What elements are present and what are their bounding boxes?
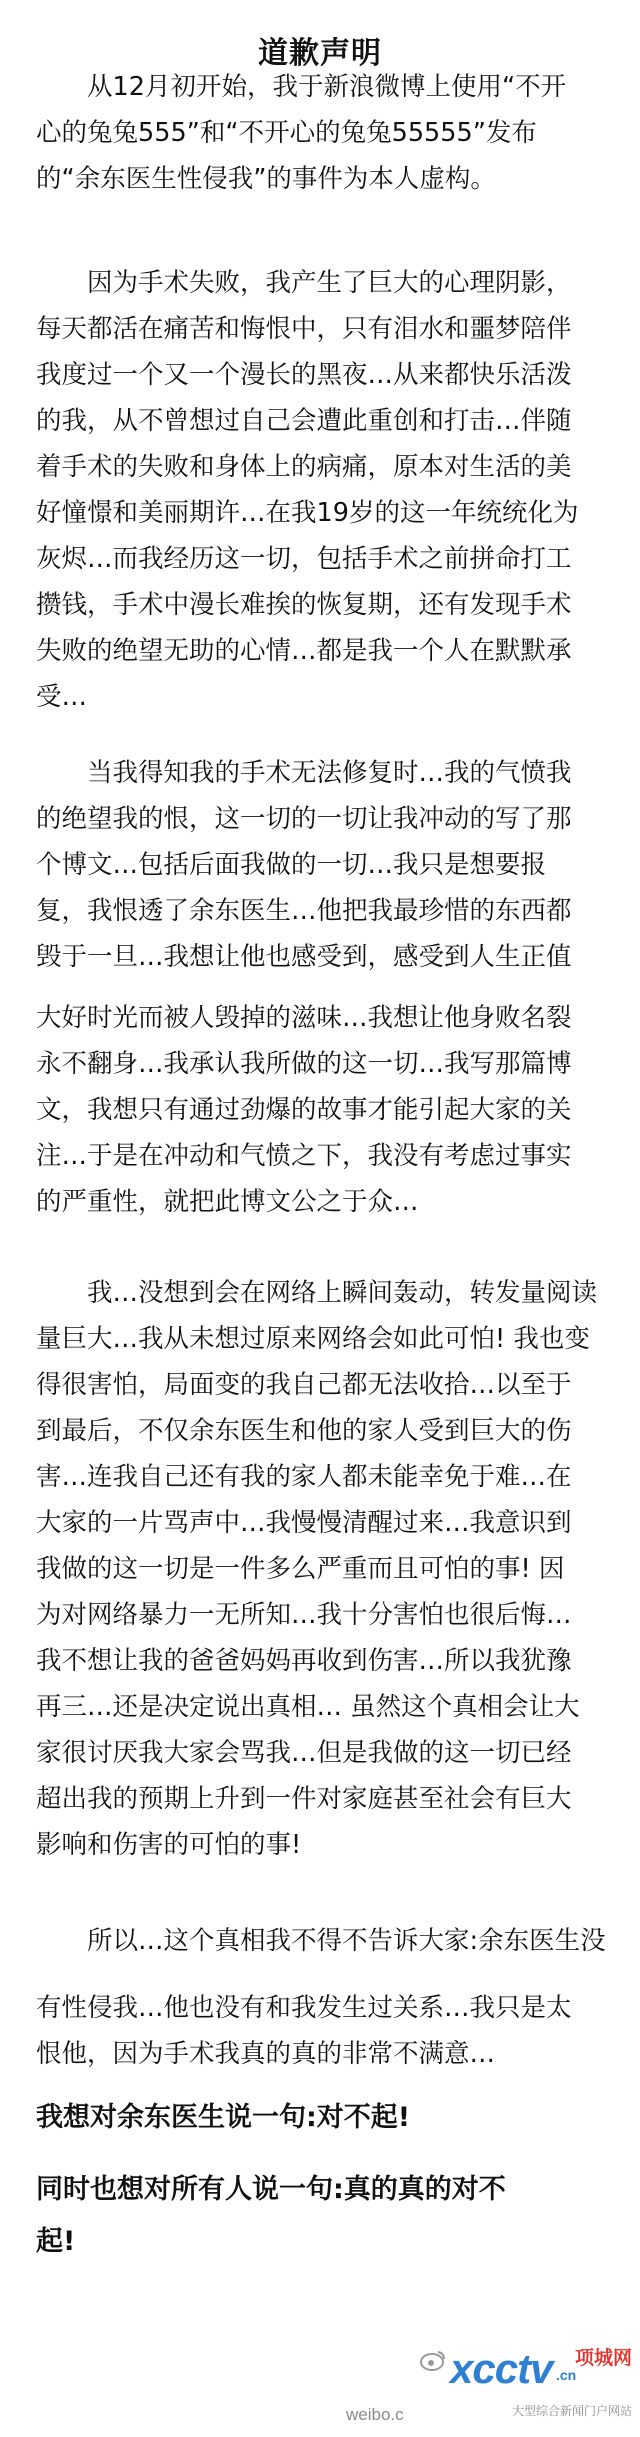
text-line: 的严重性，就把此博文公之于众…: [36, 1187, 419, 1217]
paragraph-4: [36, 1270, 608, 1868]
text-line: 超出我的预期上升到一件对家庭甚至社会有巨大: [36, 1784, 572, 1814]
paragraph-2: [36, 260, 608, 720]
paragraph-1: [36, 64, 608, 202]
text-line: 因为手术失败，我产生了巨大的心理阴影，: [87, 268, 572, 298]
text-line: 个博文…包括后面我做的一切…我只是想要报: [36, 850, 547, 880]
text-line: 恨他，因为手术我真的真的非常不满意…: [36, 2039, 496, 2069]
text-line: 有性侵我…他也没有和我发生过关系…我只是太: [36, 1993, 572, 2023]
text-line: 毁于一旦…我想让他也感受到，感受到人生正值: [36, 942, 572, 972]
text-line: 得很害怕，局面变的我自己都无法收拾…以至于: [36, 1370, 572, 1400]
text-line: 每天都活在痛苦和悔恨中，只有泪水和噩梦陪伴: [36, 314, 572, 344]
text-line: 当我得知我的手术无法修复时…我的气愤我: [87, 758, 572, 788]
text-line: 文，我想只有通过劲爆的故事才能引起大家的关: [36, 1095, 572, 1125]
text-line: 到最后，不仅余东医生和他的家人受到巨大的伤: [36, 1416, 572, 1446]
text-line: 为对网络暴力一无所知…我十分害怕也很后悔…: [36, 1600, 572, 1630]
page-title: 道歉声明: [258, 36, 382, 71]
text-line: 起!: [36, 2226, 76, 2257]
text-line: 大家的一片骂声中…我慢慢清醒过来…我意识到: [36, 1508, 572, 1538]
text-line: 量巨大…我从未想过原来网络会如此可怕! 我也变: [36, 1324, 590, 1354]
text-line: 所以…这个真相我不得不告诉大家:余东医生没: [87, 1926, 606, 1956]
text-line: 影响和伤害的可怕的事!: [36, 1830, 302, 1860]
text-line: 我做的这一切是一件多么严重而且可怕的事! 因: [36, 1554, 565, 1584]
site-name: 项城网: [574, 2347, 632, 2369]
text-line: 家很讨厌我大家会骂我…但是我做的这一切已经: [36, 1738, 572, 1768]
text-line: 永不翻身…我承认我所做的这一切…我写那篇博: [36, 1049, 572, 1079]
apology-to-everyone: [36, 2164, 608, 2268]
text-line: 我不想让我的爸爸妈妈再收到伤害…所以我犹豫: [36, 1646, 572, 1676]
text-line: 害…连我自己还有我的家人都未能幸免于难…在: [36, 1462, 572, 1492]
text-line: 大好时光而被人毁掉的滋味…我想让他身败名裂: [36, 1003, 572, 1033]
text-line: 灰烬…而我经历这一切，包括手术之前拼命打工: [36, 544, 572, 574]
text-line: 攒钱，手术中漫长难挨的恢复期，还有发现手术: [36, 590, 572, 620]
text-line: 好憧憬和美丽期许…在我19岁的这一年统统化为: [36, 498, 579, 528]
text-line: 同时也想对所有人说一句:真的真的对不: [36, 2174, 506, 2205]
text-line: 的我，从不曾想过自己会遭此重创和打击…伴随: [36, 406, 572, 436]
text-line: 失败的绝望无助的心情…都是我一个人在默默承: [36, 636, 572, 666]
paragraph-5-continued: [36, 1985, 608, 2077]
paragraph-3: [36, 750, 608, 980]
site-tagline: 大型综合新闻门户网站: [511, 2404, 632, 2418]
text-line: 受…: [36, 682, 88, 712]
weibo-watermark: weibo.c: [346, 2405, 404, 2424]
text-line: 的绝望我的恨，这一切的一切让我冲动的写了那: [36, 804, 572, 834]
text-line: 注…于是在冲动和气愤之下，我没有考虑过事实: [36, 1141, 572, 1171]
apology-to-doctor: [36, 2095, 608, 2141]
text-line: 我想对余东医生说一句:对不起!: [36, 2102, 411, 2133]
text-line: 着手术的失败和身体上的病痛，原本对生活的美: [36, 452, 572, 482]
text-line: 我度过一个又一个漫长的黑夜…从来都快乐活泼: [36, 360, 572, 390]
watermark: [340, 2337, 636, 2433]
text-line: 复，我恨透了余东医生…他把我最珍惜的东西都: [36, 896, 572, 926]
text-line: 再三…还是决定说出真相… 虽然这个真相会让大: [36, 1692, 580, 1722]
text-line: 的“余东医生性侵我”的事件为本人虚构。: [36, 164, 496, 194]
text-line: 心的兔兔555”和“不开心的兔兔55555”发布: [36, 118, 537, 148]
text-line: 我…没想到会在网络上瞬间轰动，转发量阅读: [87, 1278, 598, 1308]
paragraph-3-continued: [36, 995, 608, 1225]
xcctv-logo: xcctv: [450, 2345, 553, 2392]
paragraph-5: [36, 1918, 608, 1964]
text-line: 从12月初开始，我于新浪微博上使用“不开: [87, 72, 567, 102]
weibo-icon: [420, 2349, 446, 2371]
logo-suffix: .cn: [556, 2367, 577, 2383]
